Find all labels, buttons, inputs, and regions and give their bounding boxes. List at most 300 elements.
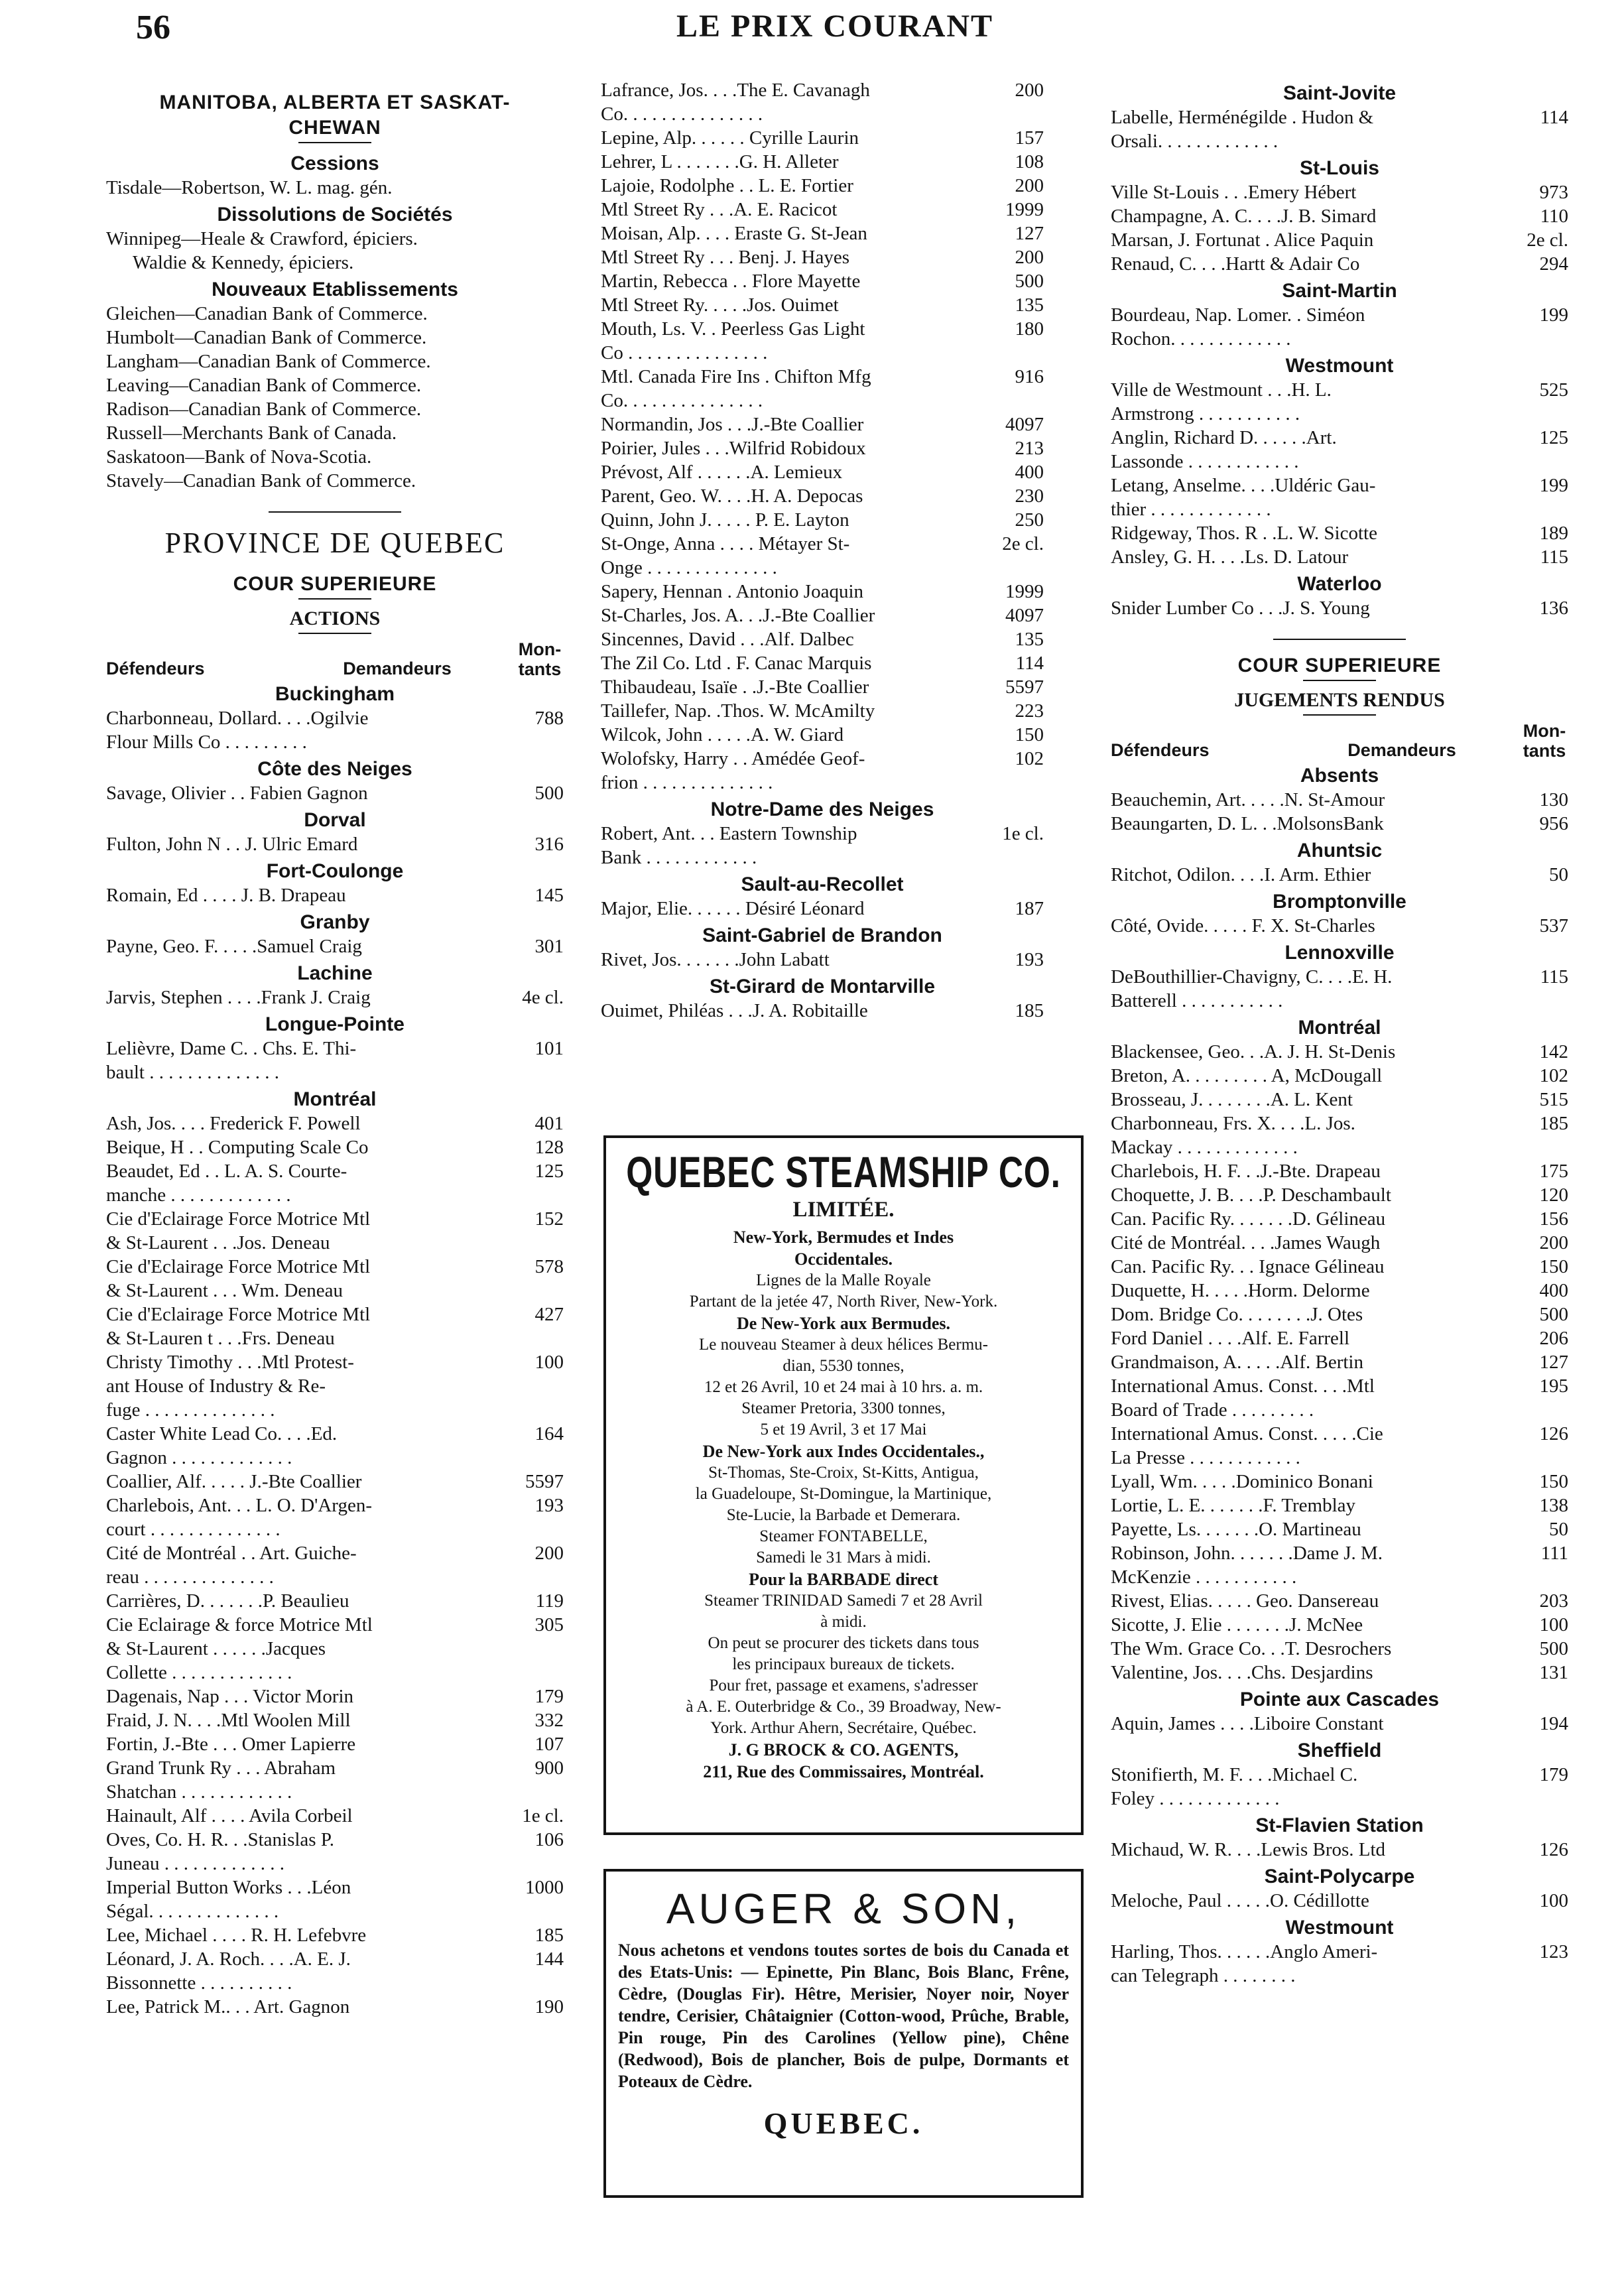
section-heading: St-Louis [1300,157,1379,179]
case-entry [601,822,1044,869]
case-amount: 108 [1015,151,1044,172]
case-amount: 900 [534,1757,564,1779]
case-entry [601,150,1044,174]
case-parties: Meloche, Paul . . . . .O. Cédillotte [1111,1890,1369,1911]
case-parties: Ash, Jos. . . . Frederick F. Powell [106,1113,361,1134]
case-amount: 537 [1539,915,1568,936]
case-entry [1111,1064,1568,1088]
case-parties: Payette, Ls. . . . . . .O. Martineau [1111,1519,1361,1540]
case-parties: Coallier, Alf. . . . . J.-Bte Coallier [106,1471,362,1492]
ad-line: Samedi le 31 Mars à midi. [756,1549,931,1566]
section-heading: Lachine [297,962,373,984]
case-parties: Jarvis, Stephen . . . .Frank J. Craig [106,987,371,1008]
case-amount: 120 [1539,1184,1568,1206]
case-parties: Can. Pacific Ry. . . Ignace Gélineau [1111,1256,1385,1277]
case-parties: Sicotte, J. Elie . . . . . . .J. McNee [1111,1614,1363,1635]
case-entry [601,604,1044,627]
quebec-steamship-advertisement [603,1135,1084,1835]
case-parties: Wilcok, John . . . . .A. W. Giard [601,724,844,745]
case-amount: 5597 [525,1471,564,1492]
case-entry [1111,596,1568,620]
case-amount: 1e cl. [522,1805,564,1826]
case-amount: 156 [1539,1208,1568,1230]
case-amount: 185 [1015,1000,1044,1021]
case-parties: Mtl Street Ry . . . Benj. J. Hayes [601,247,850,268]
case-entry [106,1995,564,2019]
case-entry [1111,1207,1568,1231]
case-amount: 150 [1539,1256,1568,1277]
case-entry [1111,1637,1568,1661]
case-entry [106,986,564,1009]
case-amount: 131 [1539,1662,1568,1683]
section-heading: Saint-Jovite [1282,82,1397,104]
case-parties: Mouth, Ls. V. . Peerless Gas Light Co . . . . . . . . . . . . . . . [601,318,865,363]
case-amount: 175 [1539,1161,1568,1182]
section-heading: Saint-Polycarpe [1264,1866,1415,1887]
case-entry [106,832,564,856]
ad-line: Steamer FONTABELLE, [759,1527,928,1545]
page-number: 56 [136,9,170,46]
case-parties: Ansley, G. H. . . .Ls. D. Latour [1111,546,1349,568]
case-parties: Léonard, J. A. Roch. . . .A. E. J. Bissonnette . . . . . . . . . . [106,1948,351,1994]
case-amount: 973 [1539,182,1568,203]
case-entry [601,747,1044,795]
case-parties: Marsan, J. Fortunat . Alice Paquin [1111,229,1374,251]
case-entry [601,293,1044,317]
case-entry [106,706,564,754]
case-amount: 525 [1539,379,1568,401]
case-amount: 136 [1539,598,1568,619]
case-amount: 500 [1539,1304,1568,1325]
case-entry [106,1828,564,1876]
case-parties: Carrières, D. . . . . . .P. Beaulieu [106,1590,349,1612]
case-parties: Duquette, H. . . . .Horm. Delorme [1111,1280,1370,1301]
case-entry [1111,914,1568,938]
case-amount: 788 [534,708,564,729]
case-amount: 250 [1015,509,1044,531]
section-heading: Saint-Martin [1282,280,1397,302]
case-parties: Charlebois, H. F. . .J.-Bte. Drapeau [1111,1161,1381,1182]
case-amount: 101 [534,1038,564,1059]
case-parties: Michaud, W. R. . . .Lewis Bros. Ltd [1111,1839,1386,1860]
case-parties: Beique, H . . Computing Scale Co [106,1137,369,1158]
ad-line: De New-York aux Indes Occidentales., [702,1442,985,1461]
province-heading: PROVINCE DE QUEBEC [164,527,505,559]
case-parties: Bourdeau, Nap. Lomer. . Siméon Rochon. . . . . . . . . . . . . [1111,304,1365,350]
case-entry [106,883,564,907]
case-amount: 187 [1015,898,1044,919]
case-entry [1111,252,1568,276]
ad-footer: QUEBEC. [763,2106,924,2140]
listing-line: Gleichen—Canadian Bank of Commerce. [106,303,428,324]
case-amount: 200 [534,1543,564,1564]
court-heading: COUR SUPERIEURE [233,573,437,595]
case-parties: Mtl. Canada Fire Ins . Chifton Mfg Co. . . . . . . . . . . . . . . [601,366,871,411]
case-parties: St-Onge, Anna . . . . Métayer St- Onge . . . . . . . . . . . . . . [601,533,850,578]
case-entry [601,269,1044,293]
case-parties: Ouimet, Philéas . . .J. A. Robitaille [601,1000,868,1021]
case-parties: Prévost, Alf . . . . . .A. Lemieux [601,462,843,483]
ad-line: à midi. [820,1613,867,1631]
short-rule [298,633,371,634]
plaintiffs-header: Demandeurs [1347,740,1456,760]
case-parties: St-Charles, Jos. A. . .J.-Bte Coallier [601,605,875,626]
case-amount: 123 [1539,1941,1568,1962]
ad-line: dian, 5530 tonnes, [782,1357,905,1375]
case-parties: International Amus. Const. . . .Mtl Board of Trade . . . . . . . . . [1111,1375,1375,1421]
case-amount: 119 [535,1590,564,1612]
case-parties: Robert, Ant. . . Eastern Township Bank . . . . . . . . . . . . [601,823,857,868]
section-heading: Saint-Gabriel de Brandon [702,925,942,946]
section-heading: Sheffield [1297,1740,1382,1761]
case-parties: Lortie, L. E. . . . . . .F. Tremblay [1111,1495,1356,1516]
ad-line: 211, Rue des Commissaires, Montréal. [703,1762,984,1781]
case-amount: 130 [1539,789,1568,810]
ad-line: la Guadeloupe, St-Domingue, la Martinique, [695,1485,992,1503]
case-parties: Romain, Ed . . . . J. B. Drapeau [106,885,346,906]
case-entry [1111,1279,1568,1303]
ad-line: Steamer Pretoria, 3300 tonnes, [741,1399,946,1417]
case-entry [1111,1040,1568,1064]
case-amount: 114 [1540,107,1568,128]
case-amount: 142 [1539,1041,1568,1062]
ad-line: Partant de la jetée 47, North River, New-York. [689,1293,998,1310]
case-amount: 164 [534,1423,564,1444]
case-parties: Stonifierth, M. F. . . .Michael C. Foley . . . . . . . . . . . . . [1111,1764,1358,1809]
case-entry [601,436,1044,460]
case-parties: Poirier, Jules . . .Wilfrid Robidoux [601,438,866,459]
case-parties: Charbonneau, Frs. X. . . .L. Jos. Mackay . . . . . . . . . . . . . [1111,1113,1355,1158]
case-parties: Blackensee, Geo. . .A. J. H. St-Denis [1111,1041,1396,1062]
listing-line: Winnipeg—Heale & Crawford, épiciers. [106,228,418,249]
case-parties: Oves, Co. H. R. . .Stanislas P. Juneau . . . . . . . . . . . . . [106,1829,335,1874]
listing-line: Tisdale—Robertson, W. L. mag. gén. [106,177,393,198]
rule [1273,639,1406,640]
case-amount: 2e cl. [1527,229,1568,251]
case-amount: 127 [1539,1352,1568,1373]
case-entry [601,999,1044,1023]
case-amount: 305 [534,1614,564,1635]
case-parties: Brosseau, J. . . . . . . .A. L. Kent [1111,1089,1353,1110]
listing-line: Radison—Canadian Bank of Commerce. [106,399,422,420]
court-heading: CHEWAN [288,117,381,139]
defendants-header: Défendeurs [106,659,205,678]
case-entry [1111,1183,1568,1207]
case-parties: Lee, Patrick M.. . . Art. Gagnon [106,1996,350,2017]
case-amount: 150 [1539,1471,1568,1492]
case-amount: 2e cl. [1002,533,1044,554]
case-parties: Imperial Button Works . . .Léon Ségal. . . . . . . . . . . . . . [106,1877,351,1922]
case-amount: 200 [1015,247,1044,268]
ad-line: J. G BROCK & CO. AGENTS, [728,1740,959,1759]
case-entry [1111,1589,1568,1613]
case-parties: The Wm. Grace Co. . .T. Desrochers [1111,1638,1392,1659]
case-parties: Breton, A. . . . . . . . . A, McDougall [1111,1065,1383,1086]
case-entry [1111,378,1568,426]
case-parties: Cie d'Eclairage Force Motrice Mtl & St-Lauren t . . .Frs. Deneau [106,1304,371,1349]
case-parties: Fraid, J. N. . . .Mtl Woolen Mill [106,1710,351,1731]
case-parties: Parent, Geo. W. . . .H. A. Depocas [601,485,863,507]
case-amount: 135 [1015,629,1044,650]
case-entry [1111,1159,1568,1183]
case-amount: 126 [1539,1423,1568,1444]
case-entry [1111,1613,1568,1637]
case-amount: 100 [1539,1890,1568,1911]
case-parties: Caster White Lead Co. . . .Ed. Gagnon . . . . . . . . . . . . . [106,1423,338,1468]
listing-line: Waldie & Kennedy, épiciers. [133,252,354,273]
listing-line: Humbolt—Canadian Bank of Commerce. [106,327,427,348]
case-entry [1111,1374,1568,1422]
ad-line: Ste-Lucie, la Barbade et Demerara. [726,1506,961,1524]
case-parties: Sapery, Hennan . Antonio Joaquin [601,581,864,602]
case-entry [601,580,1044,604]
case-amount: 107 [534,1734,564,1755]
case-entry [601,651,1044,675]
case-amount: 200 [1015,175,1044,196]
listing-line: Russell—Merchants Bank of Canada. [106,422,397,444]
case-entry [1111,1255,1568,1279]
case-entry [601,222,1044,245]
ad-subtitle: LIMITÉE. [792,1198,895,1222]
section-heading: Nouveaux Etablissements [212,279,458,300]
case-parties: Dagenais, Nap . . . Victor Morin [106,1686,354,1707]
case-entry [106,1589,564,1613]
case-entry [106,1708,564,1732]
section-heading: Waterloo [1297,573,1382,595]
column-right [1111,78,1568,1988]
case-parties: Cie d'Eclairage Force Motrice Mtl & St-Laurent . . .Jos. Deneau [106,1208,371,1253]
case-amount: 203 [1539,1590,1568,1612]
case-entry [106,1255,564,1303]
case-amount: 127 [1015,223,1044,244]
case-parties: Charbonneau, Dollard. . . .Ogilvie Flour Mills Co . . . . . . . . . [106,708,369,753]
case-parties: Fulton, John N . . J. Ulric Emard [106,834,358,855]
case-entry [1111,1112,1568,1159]
case-entry [601,699,1044,723]
section-heading: Buckingham [275,683,395,705]
case-entry [106,1494,564,1541]
case-amount: 189 [1539,523,1568,544]
case-parties: Renaud, C. . . .Hartt & Adair Co [1111,253,1360,275]
case-parties: Ville St-Louis . . .Emery Hébert [1111,182,1357,203]
case-entry [601,508,1044,532]
case-parties: Valentine, Jos. . . .Chs. Desjardins [1111,1662,1373,1683]
section-heading: Dissolutions de Sociétés [217,204,453,225]
case-entry [601,198,1044,222]
case-entry [1111,1661,1568,1685]
case-entry [1111,788,1568,812]
section-heading: Pointe aux Cascades [1239,1689,1440,1710]
case-entry [106,1732,564,1756]
case-entry [601,627,1044,651]
case-parties: Labelle, Herménégilde . Hudon & Orsali. . . . . . . . . . . . . [1111,107,1374,152]
column-middle [601,78,1044,1023]
case-parties: Rivet, Jos. . . . . . .John Labatt [601,949,830,970]
case-entry [1111,1889,1568,1913]
case-parties: Robinson, John. . . . . . .Dame J. M. McKenzie . . . . . . . . . . . [1111,1543,1383,1588]
case-entry [601,532,1044,580]
ad-line: Pour la BARBADE direct [749,1570,938,1589]
case-entry [106,1470,564,1494]
case-entry [601,317,1044,365]
case-amount: 199 [1539,304,1568,326]
case-amount: 50 [1549,1519,1568,1540]
ad-line: les principaux bureaux de tickets. [732,1655,955,1673]
case-entry [1111,1088,1568,1112]
case-entry [1111,1517,1568,1541]
case-parties: Ville de Westmount . . .H. L. Armstrong . . . . . . . . . . . [1111,379,1332,424]
case-parties: Harling, Thos. . . . . .Anglo Ameri- can Telegraph . . . . . . . . [1111,1941,1378,1986]
case-amount: 401 [534,1113,564,1134]
case-entry [106,934,564,958]
case-entry [106,781,564,805]
case-amount: 125 [1539,427,1568,448]
case-amount: 206 [1539,1328,1568,1349]
case-parties: Lepine, Alp. . . . . . Cyrille Laurin [601,127,859,149]
case-parties: Grand Trunk Ry . . . Abraham Shatchan . . . . . . . . . . . . [106,1757,336,1803]
case-entry [1111,1494,1568,1517]
case-parties: Quinn, John J. . . . . P. E. Layton [601,509,849,531]
case-parties: Sincennes, David . . .Alf. Dalbec [601,629,854,650]
case-entry [1111,180,1568,204]
listing-line: Langham—Canadian Bank of Commerce. [106,351,431,372]
case-entry [1111,521,1568,545]
section-heading: St-Girard de Montarville [709,976,936,997]
case-entry [1111,105,1568,153]
case-entry [106,1159,564,1207]
subsection-heading: ACTIONS [289,607,381,629]
section-heading: Lennoxville [1284,942,1395,964]
short-rule [298,598,371,600]
case-entry [601,723,1044,747]
section-heading: Bromptonville [1273,891,1406,913]
case-amount: 515 [1539,1089,1568,1110]
case-amount: 114 [1015,653,1044,674]
case-amount: 110 [1540,206,1568,227]
case-parties: Ridgeway, Thos. R . .L. W. Sicotte [1111,523,1377,544]
case-entry [1111,1838,1568,1862]
section-heading: Cessions [290,153,379,174]
ad-line: Occidentales. [794,1249,893,1269]
case-entry [601,413,1044,436]
case-amount: 102 [1015,748,1044,769]
case-parties: Hainault, Alf . . . . Avila Corbeil [106,1805,353,1826]
case-entry [601,675,1044,699]
amounts-header: Mon- tants [1523,721,1566,761]
short-rule [1303,680,1376,681]
column-left [106,78,564,2019]
case-amount: 128 [534,1137,564,1158]
case-parties: Rivest, Elias. . . . . Geo. Dansereau [1111,1590,1379,1612]
subsection-heading: JUGEMENTS RENDUS [1234,689,1445,711]
case-amount: 199 [1539,475,1568,496]
column-headers [1111,721,1568,761]
case-parties: Snider Lumber Co . . .J. S. Young [1111,598,1370,619]
case-amount: 332 [534,1710,564,1731]
ad-title: AUGER & SON, [666,1885,1021,1933]
case-parties: Cie Eclairage & force Motrice Mtl & St-Laurent . . . . . .Jacques Collette . . . . . . . . . . . . . [106,1614,373,1683]
case-amount: 213 [1015,438,1044,459]
case-amount: 4e cl. [522,987,564,1008]
case-entry [106,1350,564,1422]
case-parties: Lehrer, L . . . . . . .G. H. Alleter [601,151,839,172]
section-heading: Granby [300,911,370,933]
plaintiffs-header: Demandeurs [343,659,452,678]
column-headers [106,639,564,679]
case-entry [106,1207,564,1255]
case-entry [1111,1541,1568,1589]
case-amount: 100 [1539,1614,1568,1635]
case-entry [1111,1231,1568,1255]
case-parties: Grandmaison, A. . . . .Alf. Bertin [1111,1352,1363,1373]
case-amount: 200 [1015,80,1044,101]
case-parties: Moisan, Alp. . . . Eraste G. St-Jean [601,223,867,244]
case-parties: DeBouthillier-Chavigny, C. . . .E. H. Batterell . . . . . . . . . . . [1111,966,1393,1011]
case-amount: 180 [1015,318,1044,340]
case-parties: Ford Daniel . . . .Alf. E. Farrell [1111,1328,1350,1349]
amounts-header: Mon- tants [518,639,562,679]
section-heading: Westmount [1285,1917,1394,1939]
section-heading: St-Flavien Station [1255,1815,1424,1836]
case-amount: 5597 [1005,676,1044,698]
case-entry [601,245,1044,269]
case-parties: Cité de Montréal. . . .James Waugh [1111,1232,1381,1253]
case-amount: 126 [1539,1839,1568,1860]
case-amount: 152 [534,1208,564,1230]
case-entry [1111,303,1568,351]
case-entry [601,948,1044,972]
case-parties: Cité de Montréal . . Art. Guiche- reau . . . . . . . . . . . . . . [106,1543,357,1588]
case-amount: 179 [534,1686,564,1707]
case-parties: Major, Elie. . . . . . Désiré Léonard [601,898,865,919]
case-entry [1111,1763,1568,1811]
section-heading: Dorval [304,809,366,831]
case-amount: 1999 [1005,199,1044,220]
case-amount: 193 [534,1495,564,1516]
case-entry [106,1303,564,1350]
case-amount: 200 [1539,1232,1568,1253]
rule [269,511,401,513]
section-heading: Westmount [1285,355,1394,377]
case-amount: 194 [1539,1713,1568,1734]
case-parties: Thibaudeau, Isaïe . .J.-Bte Coallier [601,676,869,698]
case-parties: Payne, Geo. F. . . . .Samuel Craig [106,936,362,957]
case-entry [1111,426,1568,474]
case-parties: Taillefer, Nap. .Thos. W. McAmilty [601,700,875,722]
case-amount: 1e cl. [1002,823,1044,844]
case-entry [1111,1326,1568,1350]
case-entry [1111,863,1568,887]
case-entry [601,460,1044,484]
section-heading: Ahuntsic [1296,840,1383,861]
case-entry [106,1112,564,1135]
case-amount: 500 [1015,271,1044,292]
listing-line: Stavely—Canadian Bank of Commerce. [106,470,416,491]
case-parties: Lee, Michael . . . . R. H. Lefebvre [106,1925,367,1946]
case-parties: Wolofsky, Harry . . Amédée Geof- frion . . . . . . . . . . . . . . [601,748,865,793]
case-amount: 102 [1539,1065,1568,1086]
case-amount: 316 [534,834,564,855]
case-parties: International Amus. Const. . . . .Cie La Presse . . . . . . . . . . . . [1111,1423,1383,1468]
case-parties: Dom. Bridge Co. . . . . . . .J. Otes [1111,1304,1363,1325]
case-amount: 115 [1540,966,1568,988]
case-entry [106,1541,564,1589]
case-parties: Côté, Ovide. . . . . F. X. St-Charles [1111,915,1375,936]
ad-body: Nous achetons et vendons toutes sortes de bois du Canada et des Etats-Unis: — Epinette, Pin Blanc, Bois Blanc, Frêne, Cèdre, (Douglas Fir). Hêtre, Merisier, Noyer noir, Noyer tendre, Cerisier, Châtaignier (Cotton-wood, Prûche, Brable, Pin rouge, Pin des Carolines (Yellow pine), Chêne (Redwood), Bois de plancher, Bois de pulpe, Dormants et Poteaux de Cèdre. [618,1941,1069,2091]
case-entry [1111,1940,1568,1988]
ad-line: New-York, Bermudes et Indes [733,1228,954,1247]
ad-line: St-Thomas, Ste-Croix, St-Kitts, Antigua, [708,1464,979,1482]
